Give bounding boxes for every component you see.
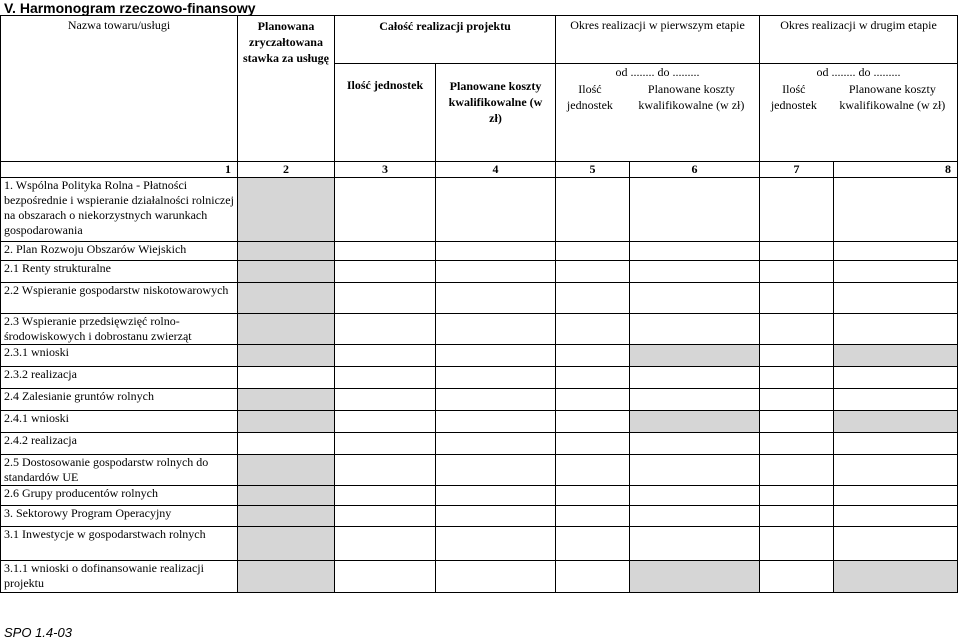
col-number: 4 — [436, 162, 556, 178]
form-code: SPO 1.4-03 — [4, 625, 72, 640]
row-label: 2.3 Wspieranie przedsięwzięć rolno-środowiskowych i dobrostanu zwierząt — [1, 314, 238, 345]
table-row — [1, 433, 958, 455]
table-row — [1, 486, 958, 506]
header-qty-total: Ilość jednostek — [335, 64, 436, 162]
table-row — [1, 367, 958, 389]
row-label: 3.1.1 wnioski o dofinansowanie realizacji projektu — [1, 561, 238, 593]
col-number: 6 — [630, 162, 760, 178]
row-label: 2.4 Zalesianie gruntów rolnych — [1, 389, 238, 411]
row-label: 3. Sektorowy Program Operacyjny — [1, 506, 238, 527]
header-rate: Planowana zryczałtowana stawka za usługę — [238, 16, 335, 162]
col-number: 1 — [1, 162, 238, 178]
row-label: 2.4.2 realizacja — [1, 433, 238, 455]
row-label: 2.1 Renty strukturalne — [1, 261, 238, 283]
header-stage2: Okres realizacji w drugim etapie — [760, 16, 958, 64]
table-row — [1, 389, 958, 411]
table-row — [1, 178, 958, 242]
col-number: 3 — [335, 162, 436, 178]
col-number: 5 — [556, 162, 630, 178]
table-row — [1, 561, 958, 593]
period-stage1: od ........ do ......... — [615, 65, 700, 79]
header-costs-stage2: Planowane koszty kwalifikowalne (w zł) — [839, 82, 946, 112]
page-title: V. Harmonogram rzeczowo-finansowy — [4, 0, 256, 16]
header-name: Nazwa towaru/usługi — [1, 16, 238, 162]
header-stage1: Okres realizacji w pierwszym etapie — [556, 16, 760, 64]
row-label: 2.3.1 wnioski — [1, 345, 238, 367]
row-label: 2. Plan Rozwoju Obszarów Wiejskich — [1, 242, 238, 261]
table-row — [1, 242, 958, 261]
table-row — [1, 345, 958, 367]
table-row — [1, 261, 958, 283]
header-costs-stage1: Planowane koszty kwalifikowalne (w zł) — [638, 82, 745, 112]
table-row — [1, 527, 958, 561]
schedule-table — [0, 15, 958, 593]
header-qty-stage1: Ilość jednostek — [566, 82, 613, 112]
row-label: 3.1 Inwestycje w gospodarstwach rolnych — [1, 527, 238, 561]
row-label: 2.4.1 wnioski — [1, 411, 238, 433]
table-row — [1, 283, 958, 314]
period-stage2: od ........ do ......... — [816, 65, 901, 79]
col-number: 2 — [238, 162, 335, 178]
row-label: 2.2 Wspieranie gospodarstw niskotowarowych — [1, 283, 238, 314]
header-stage2-sub — [760, 64, 958, 162]
row-label: 2.5 Dostosowanie gospodarstw rolnych do standardów UE — [1, 455, 238, 486]
row-label: 1. Wspólna Polityka Rolna - Płatności bezpośrednie i wspieranie działalności rolniczej na obszarach o niekorzystnych warunkach gospodarowania — [1, 178, 238, 242]
row-label: 2.6 Grupy producentów rolnych — [1, 486, 238, 506]
table-row — [1, 314, 958, 345]
row-label: 2.3.2 realizacja — [1, 367, 238, 389]
table-row — [1, 411, 958, 433]
col-number: 8 — [834, 162, 958, 178]
col-number: 7 — [760, 162, 834, 178]
table-row — [1, 455, 958, 486]
header-qty-stage2: Ilość jednostek — [770, 82, 817, 112]
table-row — [1, 506, 958, 527]
header-costs-total: Planowane koszty kwalifikowalne (w zł) — [436, 64, 556, 162]
header-total: Całość realizacji projektu — [335, 16, 556, 64]
header-stage1-sub — [556, 64, 760, 162]
